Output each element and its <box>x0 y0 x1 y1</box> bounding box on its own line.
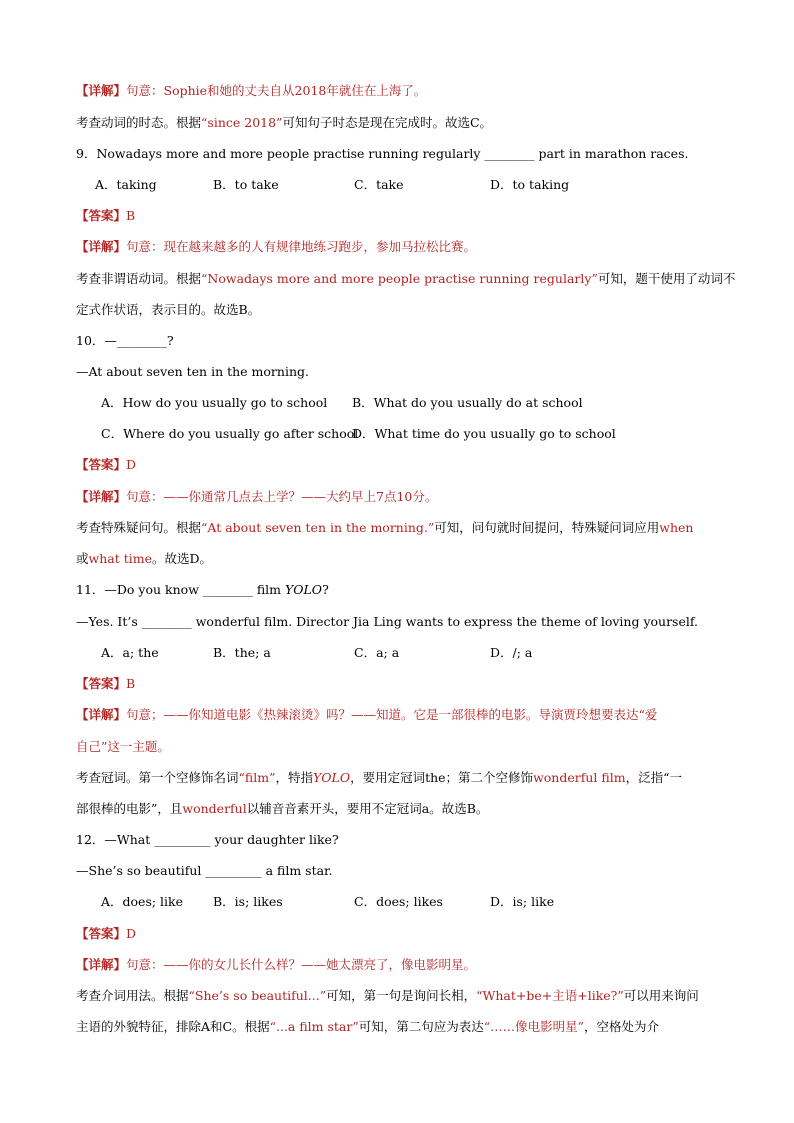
detail-text: 句意；——你知道电影《热辣滚烫》吗？——知道。它是一部很棒的电影。导演贾玲想要表达“爱 <box>126 707 658 722</box>
detail-tag: 【详解】 <box>76 707 127 722</box>
option-b: B．to take <box>213 177 279 192</box>
option-a: A．does; like <box>101 894 184 909</box>
answer-value: D <box>126 457 137 472</box>
explanation-text: ，特指 <box>275 770 314 785</box>
question-12-reply: —She’s so beautiful _________ a film star. <box>76 863 333 878</box>
explanation-line: 定式作状语，表示目的。故选B。 <box>76 302 261 317</box>
answer-tag: 【答案】 <box>76 676 127 691</box>
detail-tag: 【详解】 <box>76 489 127 504</box>
explanation-quote: when <box>659 520 694 535</box>
option-c: C．Where do you usually go after school <box>101 426 359 441</box>
explanation-quote: “At about seven ten in the morning.” <box>201 520 435 535</box>
explanation-text: 以辅音音素开头，要用不定冠词a。故选B。 <box>246 801 489 816</box>
question-text: ? <box>322 582 329 597</box>
option-b: B．the; a <box>213 645 271 660</box>
explanation-line <box>76 801 488 817</box>
explanation-quote: wonderful <box>182 801 247 816</box>
option-b: B．What do you usually do at school <box>352 395 583 410</box>
detail-tag: 【详解】 <box>76 83 127 98</box>
detail-text: 句意：——你通常几点去上学？——大约早上7点10分。 <box>126 489 438 504</box>
explanation-text: 考查特殊疑问句。根据 <box>76 520 202 535</box>
option-d: D．is; like <box>490 894 555 909</box>
explanation-text: 考查非谓语动词。根据 <box>76 271 202 286</box>
explanation-text: ，要用定冠词the；第二个空修饰 <box>350 770 534 785</box>
explanation-quote: “...a film star” <box>269 1019 359 1034</box>
explanation-line <box>76 551 212 567</box>
option-a: A．taking <box>95 177 157 192</box>
explanation-text: 可知，第二句应为表达 <box>358 1019 484 1034</box>
film-title: YOLO <box>313 770 351 785</box>
explanation-text: 部很棒的电影”，且 <box>76 801 183 816</box>
option-c: C．does; likes <box>354 894 443 909</box>
detail-text: 句意：Sophie和她的丈夫自从2018年就住在上海了。 <box>126 83 427 98</box>
detail-line <box>76 957 476 973</box>
answer-tag: 【答案】 <box>76 457 127 472</box>
explanation-line <box>76 770 682 786</box>
explanation-text: ，泛指“一 <box>625 770 682 785</box>
question-11 <box>76 582 329 598</box>
explanation-line <box>76 988 699 1004</box>
explanation-text: ，空格处为介 <box>584 1019 660 1034</box>
option-d: D．to taking <box>490 177 570 192</box>
answer-value: D <box>126 926 137 941</box>
question-12: 12．—What _________ your daughter like? <box>76 832 339 847</box>
question-text: 11．—Do you know ________ film <box>76 582 285 597</box>
option-a: A．How do you usually go to school <box>101 395 328 410</box>
detail-tag: 【详解】 <box>76 239 127 254</box>
explanation-quote: wonderful film <box>533 770 626 785</box>
explanation-quote: “since 2018” <box>201 115 283 130</box>
detail-tag: 【详解】 <box>76 957 127 972</box>
explanation-quote: what time <box>88 551 152 566</box>
explanation-text: 考查动词的时态。根据 <box>76 115 202 130</box>
explanation-quote: “Nowadays more and more people practise running regularly” <box>201 271 598 286</box>
option-c: C．a; a <box>354 645 400 660</box>
question-11-reply: —Yes. It’s ________ wonderful film. Director Jia Ling wants to express the theme of loving yourself. <box>76 614 699 629</box>
explanation-text: 考查介词用法。根据 <box>76 988 189 1003</box>
answer-value: B <box>126 208 136 223</box>
detail-text: 句意：——你的女儿长什么样？——她太漂亮了，像电影明星。 <box>126 957 477 972</box>
explanation-text: 或 <box>76 551 89 566</box>
explanation-text: 。故选D。 <box>152 551 213 566</box>
explanation-line <box>76 1019 659 1035</box>
explanation-text: 主语的外貌特征，排除A和C。根据 <box>76 1019 270 1034</box>
option-d: D．/; a <box>490 645 533 660</box>
answer-line <box>76 457 136 473</box>
explanation-text: 可知，问句就时间提问，特殊疑问词应用 <box>434 520 660 535</box>
explanation-quote: “She’s so beautiful...” <box>188 988 327 1003</box>
detail-line <box>76 489 437 505</box>
question-10-reply: —At about seven ten in the morning. <box>76 364 309 379</box>
detail-line: 自己”这一主题。 <box>76 739 170 754</box>
answer-line <box>76 676 135 692</box>
option-d: D．What time do you usually go to school <box>352 426 616 441</box>
option-a: A．a; the <box>101 645 159 660</box>
detail-line <box>76 707 657 723</box>
explanation-line <box>76 115 492 131</box>
detail-text: 句意：现在越来越多的人有规律地练习跑步，参加马拉松比赛。 <box>126 239 477 254</box>
answer-line <box>76 926 136 942</box>
answer-line <box>76 208 135 224</box>
question-10: 10．—________? <box>76 333 174 348</box>
detail-line <box>76 239 476 255</box>
answer-value: B <box>126 676 136 691</box>
detail-line <box>76 83 426 99</box>
answer-tag: 【答案】 <box>76 926 127 941</box>
film-title: YOLO <box>285 582 323 597</box>
explanation-quote: “……像电影明星” <box>483 1019 585 1034</box>
question-9: 9．Nowadays more and more people practise running regularly ________ part in marathon races. <box>76 146 689 161</box>
explanation-text: 考查冠词。第一个空修饰名词 <box>76 770 239 785</box>
explanation-text: 可知，第一句是询问长相， <box>326 988 477 1003</box>
explanation-quote: “film” <box>238 770 276 785</box>
answer-tag: 【答案】 <box>76 208 127 223</box>
explanation-line <box>76 271 735 287</box>
explanation-quote: “What+be+主语+like?” <box>476 988 624 1003</box>
explanation-text: 可知，题干使用了动词不 <box>597 271 736 286</box>
option-c: C．take <box>354 177 404 192</box>
explanation-text: 可以用来询问 <box>623 988 699 1003</box>
option-b: B．is; likes <box>213 894 283 909</box>
explanation-text: 可知句子时态是现在完成时。故选C。 <box>282 115 493 130</box>
explanation-line <box>76 520 693 536</box>
